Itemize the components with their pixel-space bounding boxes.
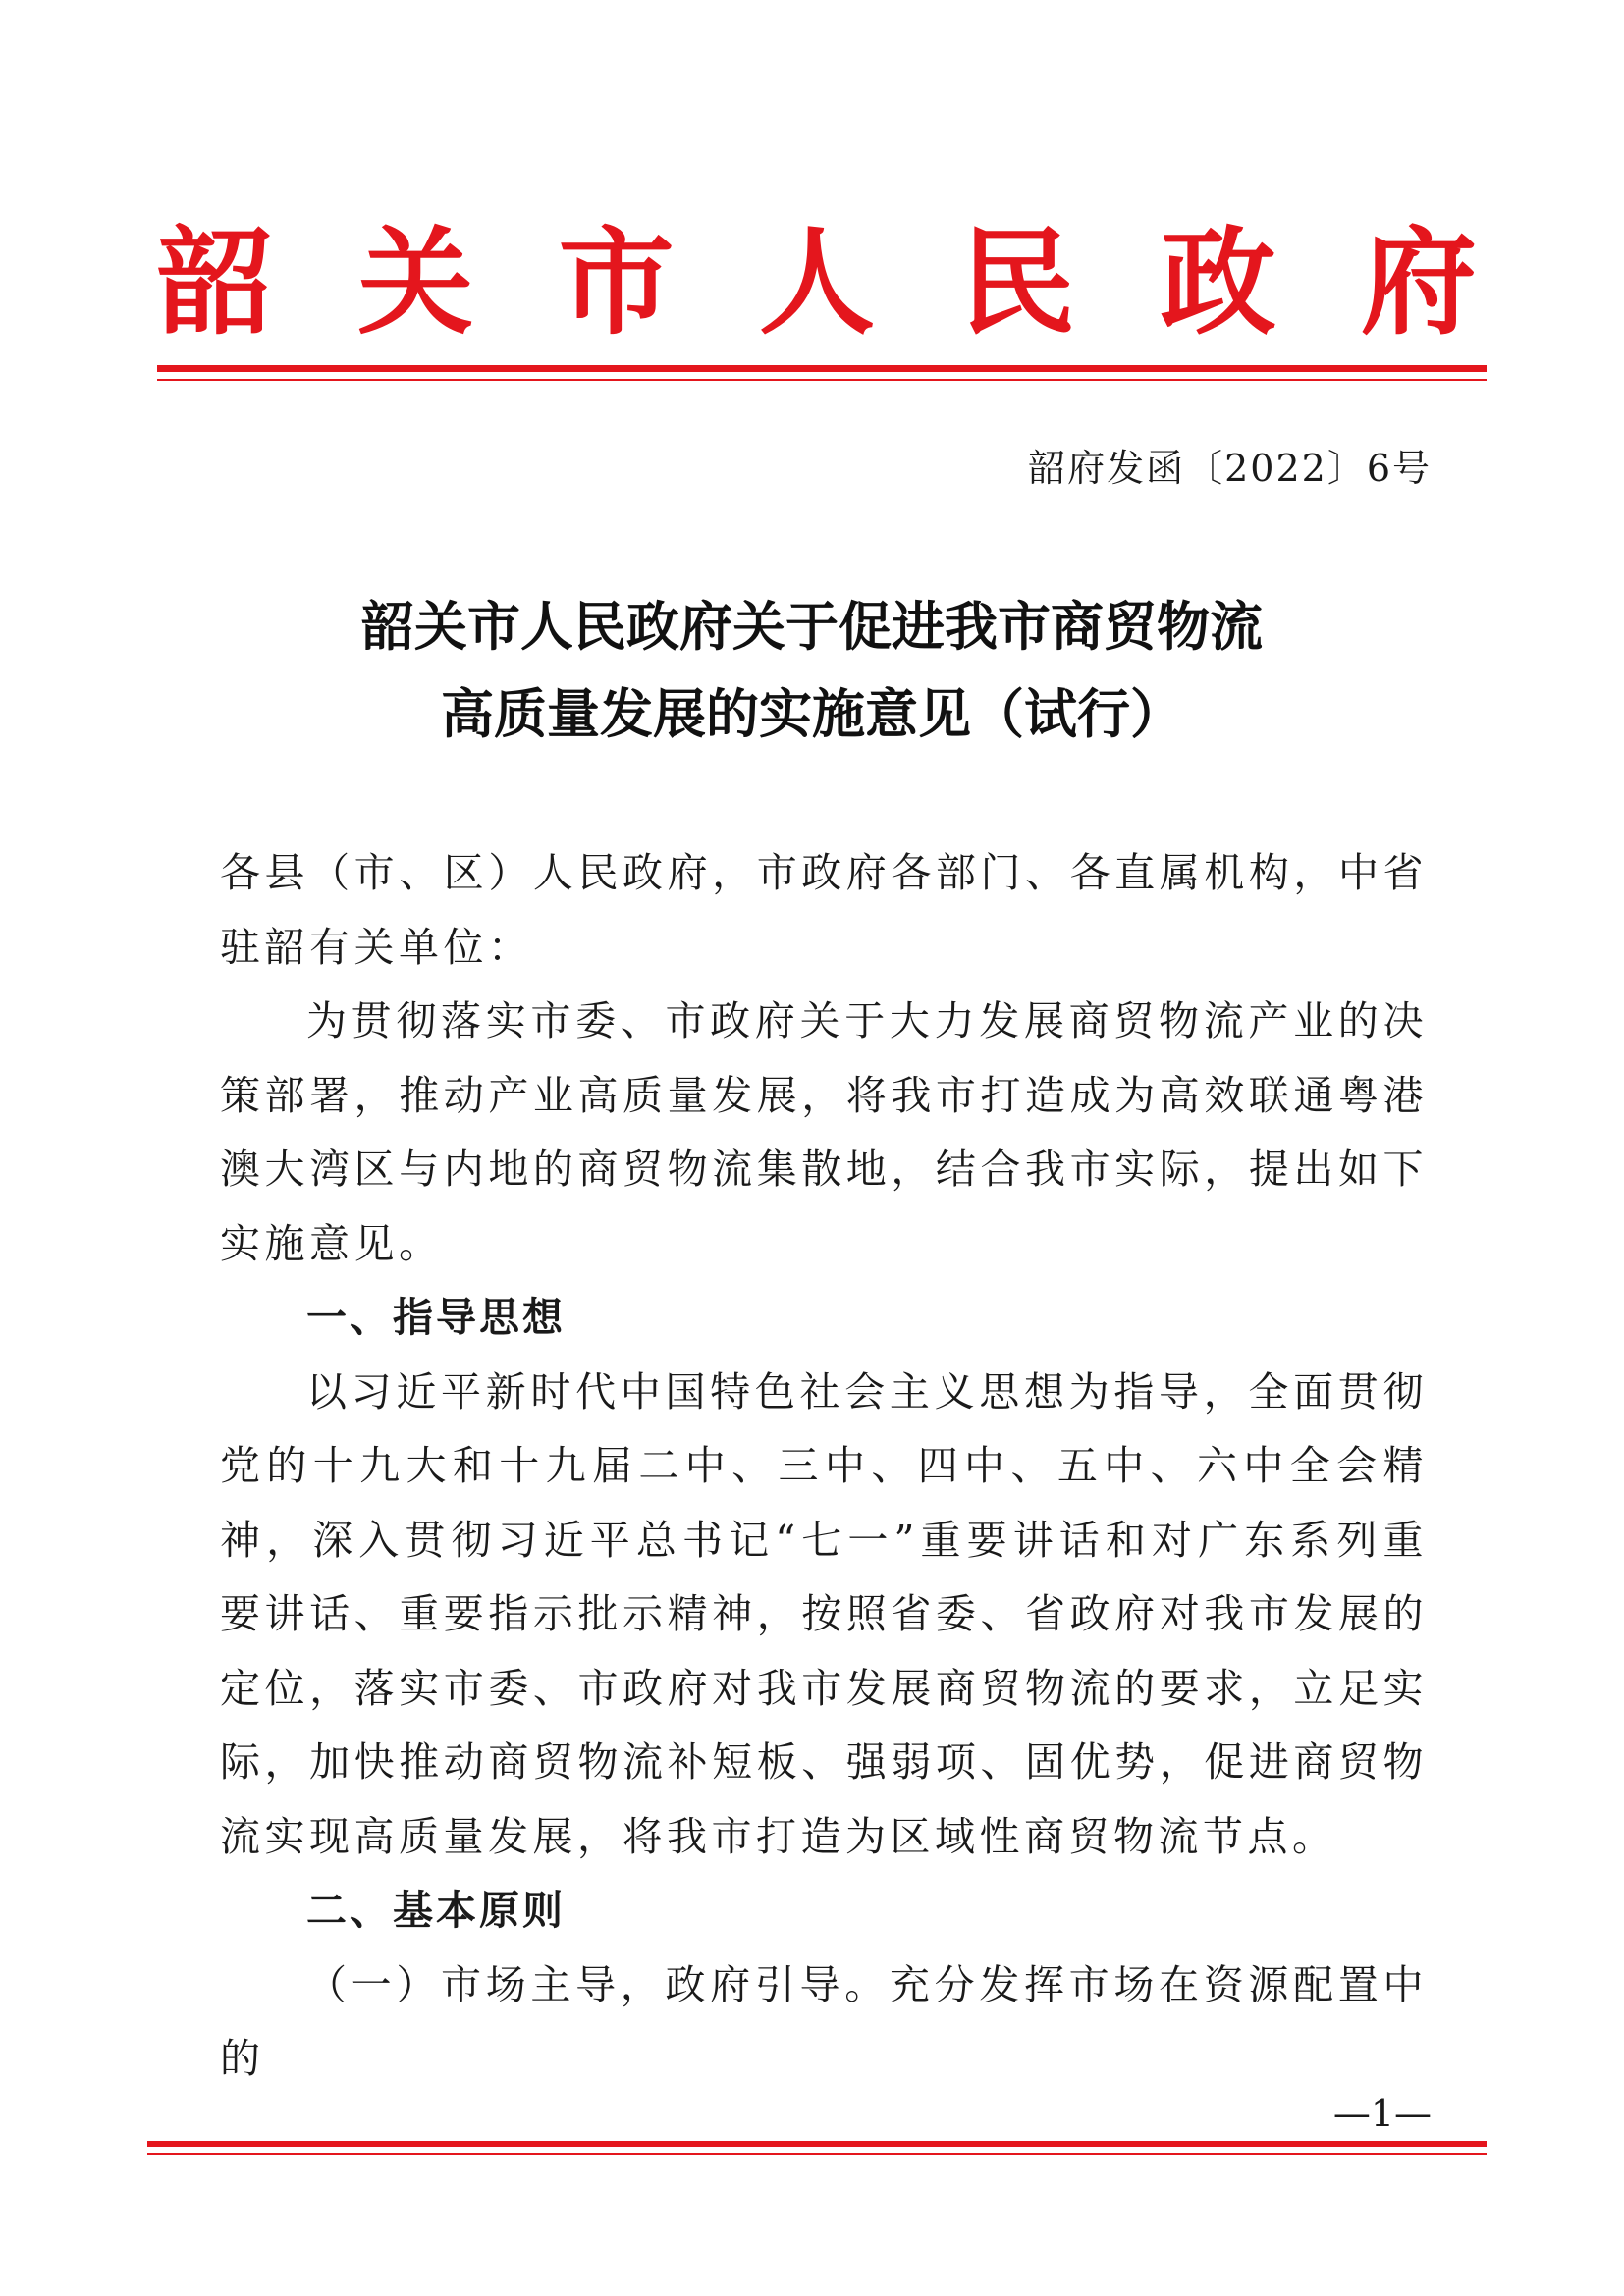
section-heading: 一、指导思想 (306, 1294, 566, 1341)
footer-rule-thin (147, 2153, 1487, 2155)
agency-masthead (157, 214, 1477, 350)
principle-paragraph: （一）市场主导，政府引导。充分发挥市场在资源配置中的 (220, 1960, 1428, 2082)
page-number: —1— (1332, 2092, 1432, 2135)
header-rule-thin (157, 379, 1487, 381)
masthead-char: 政 (1160, 214, 1276, 350)
footer-rule-thick (147, 2141, 1487, 2147)
header-rule-thick (157, 365, 1487, 372)
document-title-line-2: 高质量发展的实施意见（试行） (441, 683, 1183, 745)
masthead-char: 府 (1360, 214, 1477, 350)
addressee: 各县（市、区）人民政府，市政府各部门、各直属机构，中省驻韶有关单位： (220, 849, 1428, 971)
section-heading: 二、基本原则 (306, 1887, 566, 1934)
masthead-char: 韶 (157, 214, 274, 350)
intro-paragraph: 为贯彻落实市委、市政府关于大力发展商贸物流产业的决策部署，推动产业高质量发展，将我市打造成为高效联通粤港澳大湾区与内地的商贸物流集散地，结合我市实际，提出如下实施意见。 (220, 997, 1428, 1267)
document-number: 韶府发函〔2022〕6号 (1028, 447, 1432, 490)
masthead-char: 市 (558, 214, 675, 350)
masthead-char: 民 (959, 214, 1076, 350)
document-body (220, 836, 1428, 2097)
section-paragraph: 以习近平新时代中国特色社会主义思想为指导，全面贯彻党的十九大和十九届二中、三中、四中、五中、六中全会精神，深入贯彻习近平总书记“七一”重要讲话和对广东系列重要讲话、重要指示批示精神，按照省委、省政府对我市发展的定位，落实市委、市政府对我市发展商贸物流的要求，立足实际，加快推动商贸物流补短板、强弱项、固优势，促进商贸物流实现高质量发展，将我市打造为区域性商贸物流节点。 (220, 1367, 1428, 1860)
masthead-char: 关 (357, 214, 474, 350)
masthead-char: 人 (758, 214, 875, 350)
document-title-line-1: 韶关市人民政府关于促进我市商贸物流 (361, 596, 1263, 658)
